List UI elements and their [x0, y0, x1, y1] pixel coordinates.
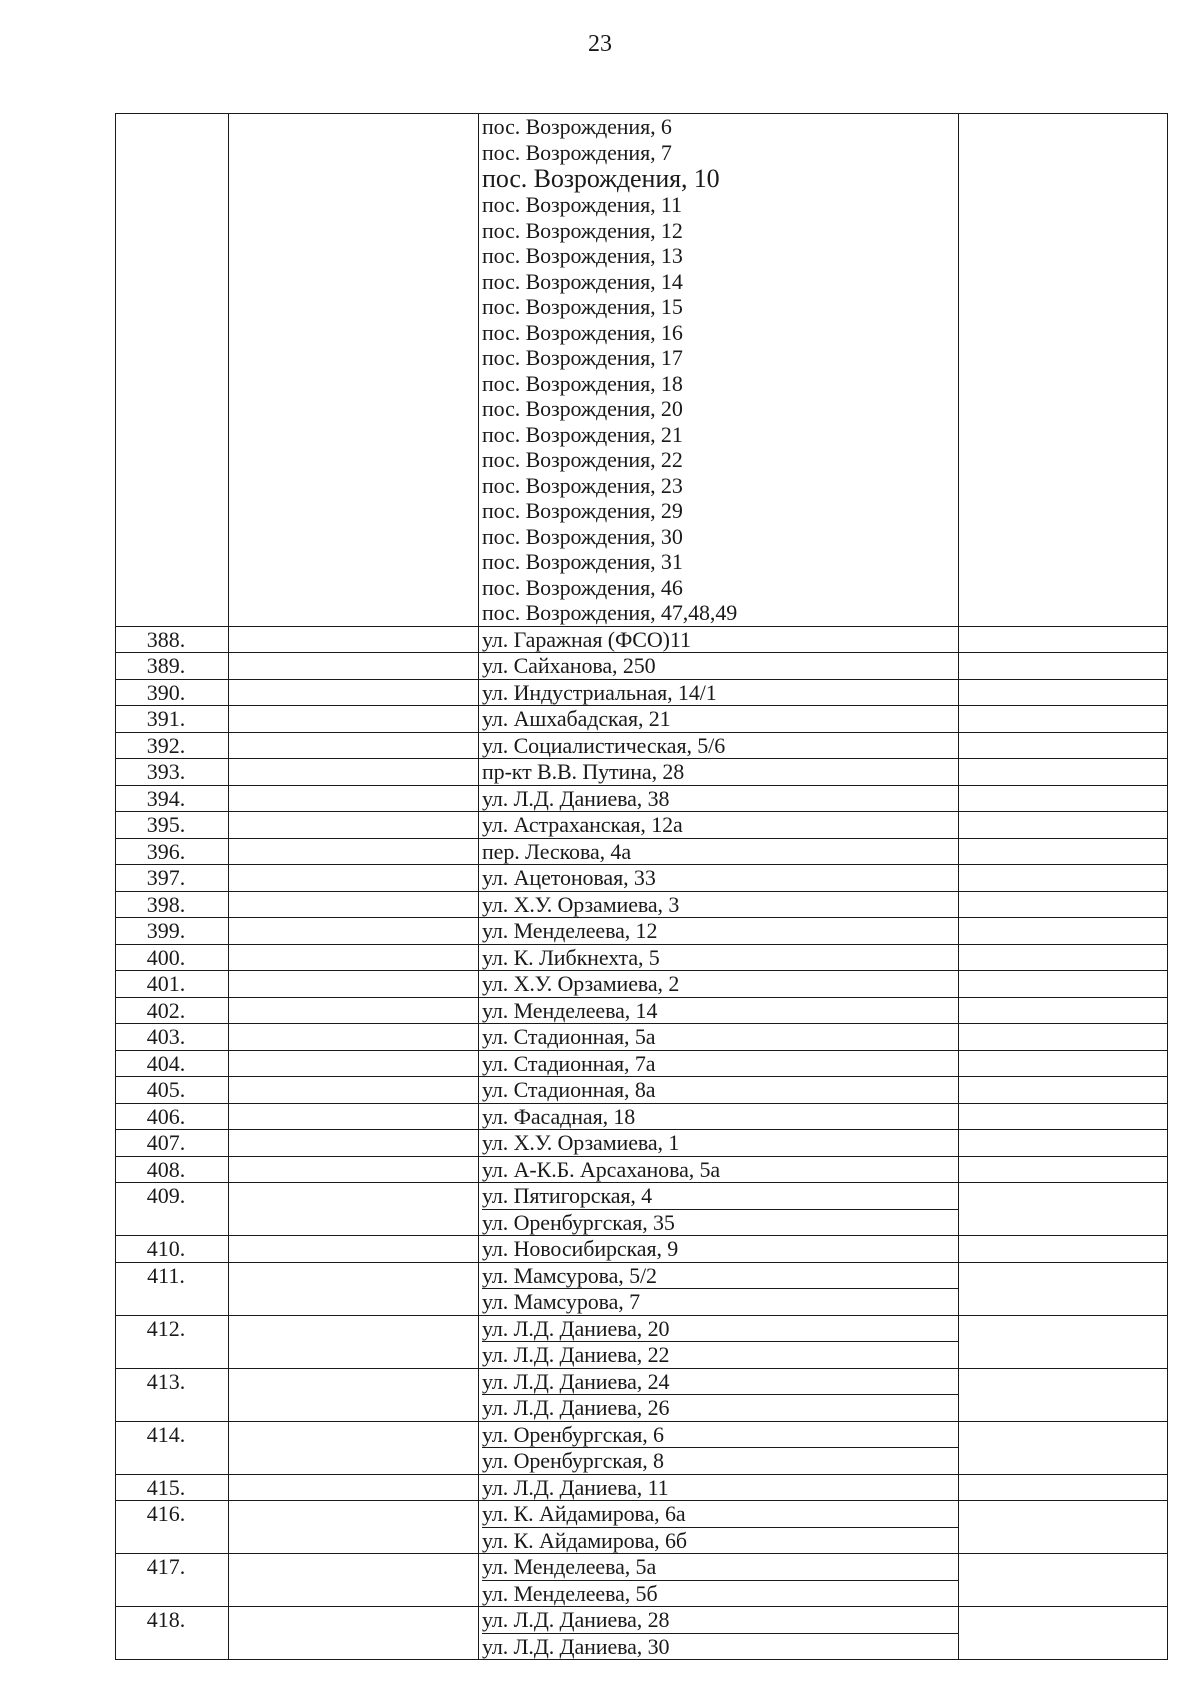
- object-name-cell: [229, 1103, 479, 1130]
- address-line: ул. Менделеева, 14: [482, 997, 658, 1023]
- table-row: [116, 1156, 1168, 1183]
- row-number: 415.: [116, 1474, 229, 1501]
- row-number: 393.: [116, 759, 229, 786]
- table-row: [116, 891, 1168, 918]
- address-line: ул. Л.Д. Даниева, 28: [482, 1607, 958, 1634]
- object-name-cell: [229, 653, 479, 680]
- row-number: 418.: [116, 1607, 229, 1660]
- row-number: 400.: [116, 944, 229, 971]
- extra-cell: [959, 626, 1168, 653]
- extra-cell: [959, 891, 1168, 918]
- address-line: ул. Л.Д. Даниева, 24: [482, 1369, 958, 1396]
- table-row: [116, 1368, 1168, 1421]
- row-number: 398.: [116, 891, 229, 918]
- row-number: 409.: [116, 1183, 229, 1236]
- object-name-cell: [229, 1024, 479, 1051]
- address-line: ул. Индустриальная, 14/1: [482, 679, 717, 705]
- extra-cell: [959, 1050, 1168, 1077]
- address-line: ул. К. Айдамирова, 6б: [482, 1527, 687, 1553]
- address-line: ул. Менделеева, 5а: [482, 1554, 958, 1581]
- address-cell: [479, 114, 959, 627]
- address-cell: [479, 838, 959, 865]
- table-row: [116, 1607, 1168, 1660]
- address-line: ул. Мамсурова, 7: [482, 1289, 640, 1314]
- table-row: [116, 1236, 1168, 1263]
- address-line: пр-кт В.В. Путина, 28: [482, 759, 685, 784]
- table-row: [116, 944, 1168, 971]
- address-line: ул. Ашхабадская, 21: [482, 706, 671, 731]
- address-cell: [479, 653, 959, 680]
- table-row: [116, 1183, 1168, 1236]
- address-line: ул. Л.Д. Даниева, 22: [482, 1342, 670, 1367]
- row-number: 396.: [116, 838, 229, 865]
- row-number: 399.: [116, 918, 229, 945]
- row-number: 402.: [116, 997, 229, 1024]
- table-row: [116, 1262, 1168, 1315]
- table-row: [116, 1103, 1168, 1130]
- extra-cell: [959, 1554, 1168, 1607]
- extra-cell: [959, 944, 1168, 971]
- address-line: ул. Фасадная, 18: [482, 1103, 636, 1129]
- address-line: ул. Л.Д. Даниева, 11: [482, 1474, 669, 1500]
- page-number: 23: [588, 31, 612, 57]
- address-cell: [479, 1421, 959, 1474]
- object-name-cell: [229, 1183, 479, 1236]
- address-cell: [479, 706, 959, 733]
- row-number: 407.: [116, 1130, 229, 1157]
- address-cell: [479, 1183, 959, 1236]
- table-row: [116, 653, 1168, 680]
- object-name-cell: [229, 891, 479, 918]
- object-name-cell: [229, 679, 479, 706]
- row-number: 417.: [116, 1554, 229, 1607]
- extra-cell: [959, 1607, 1168, 1660]
- address-line: пос. Возрождения, 15: [482, 294, 683, 319]
- table-row-continued: [116, 114, 1168, 627]
- object-name-cell: [229, 626, 479, 653]
- table-row: [116, 1421, 1168, 1474]
- extra-cell: [959, 114, 1168, 627]
- address-cell: [479, 785, 959, 812]
- address-line: ул. Стадионная, 5а: [482, 1024, 656, 1049]
- table-row: [116, 812, 1168, 839]
- address-line: ул. А-К.Б. Арсаханова, 5а: [482, 1156, 721, 1182]
- address-line: ул. Гаражная (ФСО)11: [482, 626, 691, 652]
- object-name-cell: [229, 838, 479, 865]
- object-name-cell: [229, 1421, 479, 1474]
- table-row: [116, 785, 1168, 812]
- object-name-cell: [229, 1554, 479, 1607]
- extra-cell: [959, 1421, 1168, 1474]
- row-number-cell: [116, 114, 229, 627]
- row-number: 394.: [116, 785, 229, 812]
- row-number: 401.: [116, 971, 229, 998]
- extra-cell: [959, 653, 1168, 680]
- object-name-cell: [229, 114, 479, 627]
- address-line: пос. Возрождения, 31: [482, 549, 683, 574]
- address-line: пос. Возрождения, 12: [482, 217, 683, 243]
- address-line: пос. Возрождения, 18: [482, 370, 683, 396]
- address-cell: [479, 812, 959, 839]
- object-name-cell: [229, 1474, 479, 1501]
- address-line: ул. Пятигорская, 4: [482, 1183, 958, 1210]
- object-name-cell: [229, 944, 479, 971]
- object-name-cell: [229, 971, 479, 998]
- extra-cell: [959, 679, 1168, 706]
- table-row: [116, 706, 1168, 733]
- row-number: 414.: [116, 1421, 229, 1474]
- address-cell: [479, 1554, 959, 1607]
- extra-cell: [959, 759, 1168, 786]
- address-line: пос. Возрождения, 7: [482, 139, 672, 165]
- object-name-cell: [229, 1130, 479, 1157]
- row-number: 405.: [116, 1077, 229, 1104]
- extra-cell: [959, 918, 1168, 945]
- address-line: пос. Возрождения, 10: [482, 164, 720, 193]
- extra-cell: [959, 1315, 1168, 1368]
- object-name-cell: [229, 732, 479, 759]
- row-number: 403.: [116, 1024, 229, 1051]
- object-name-cell: [229, 1077, 479, 1104]
- address-cell: [479, 1368, 959, 1421]
- extra-cell: [959, 1501, 1168, 1554]
- address-line: пос. Возрождения, 29: [482, 498, 683, 523]
- address-cell: [479, 865, 959, 892]
- address-table-body: [116, 114, 1168, 1660]
- row-number: 389.: [116, 653, 229, 680]
- row-number: 411.: [116, 1262, 229, 1315]
- address-cell: [479, 891, 959, 918]
- table-row: [116, 1130, 1168, 1157]
- address-line: пос. Возрождения, 11: [482, 192, 682, 217]
- address-line: пос. Возрождения, 21: [482, 421, 683, 447]
- address-cell: [479, 1130, 959, 1157]
- address-cell: [479, 971, 959, 998]
- address-table: [115, 113, 1168, 1660]
- address-cell: [479, 1262, 959, 1315]
- address-line: ул. Х.У. Орзамиева, 1: [482, 1130, 680, 1155]
- address-line: пос. Возрождения, 30: [482, 523, 683, 549]
- object-name-cell: [229, 1315, 479, 1368]
- row-number: 413.: [116, 1368, 229, 1421]
- object-name-cell: [229, 1607, 479, 1660]
- object-name-cell: [229, 997, 479, 1024]
- object-name-cell: [229, 759, 479, 786]
- object-name-cell: [229, 1262, 479, 1315]
- extra-cell: [959, 706, 1168, 733]
- table-row: [116, 626, 1168, 653]
- extra-cell: [959, 1024, 1168, 1051]
- table-row: [116, 971, 1168, 998]
- table-row: [116, 1474, 1168, 1501]
- extra-cell: [959, 865, 1168, 892]
- table-row: [116, 1501, 1168, 1554]
- row-number: 410.: [116, 1236, 229, 1263]
- address-line: пос. Возрождения, 23: [482, 472, 683, 498]
- table-row: [116, 759, 1168, 786]
- address-cell: [479, 759, 959, 786]
- row-number: 388.: [116, 626, 229, 653]
- extra-cell: [959, 838, 1168, 865]
- address-line: ул. Астраханская, 12а: [482, 812, 683, 837]
- object-name-cell: [229, 918, 479, 945]
- object-name-cell: [229, 865, 479, 892]
- address-line: пос. Возрождения, 16: [482, 319, 683, 345]
- address-line: ул. Новосибирская, 9: [482, 1236, 679, 1261]
- address-line: пос. Возрождения, 47,48,49: [482, 600, 738, 625]
- object-name-cell: [229, 1156, 479, 1183]
- address-line: ул. Х.У. Орзамиева, 3: [482, 891, 680, 917]
- table-row: [116, 918, 1168, 945]
- table-row: [116, 679, 1168, 706]
- address-cell: [479, 1156, 959, 1183]
- address-cell: [479, 732, 959, 759]
- table-row: [116, 1050, 1168, 1077]
- address-line: ул. Социалистическая, 5/6: [482, 732, 726, 758]
- extra-cell: [959, 1156, 1168, 1183]
- address-line: ул. Менделеева, 5б: [482, 1580, 658, 1606]
- address-cell: [479, 1474, 959, 1501]
- table-row: [116, 1024, 1168, 1051]
- address-line: ул. Оренбургская, 8: [482, 1448, 664, 1473]
- address-cell: [479, 918, 959, 945]
- table-row: [116, 865, 1168, 892]
- row-number: 391.: [116, 706, 229, 733]
- address-line: пос. Возрождения, 14: [482, 268, 683, 294]
- address-cell: [479, 679, 959, 706]
- address-line: ул. К. Либкнехта, 5: [482, 944, 660, 970]
- row-number: 412.: [116, 1315, 229, 1368]
- address-line: пос. Возрождения, 22: [482, 447, 683, 472]
- address-cell: [479, 1050, 959, 1077]
- extra-cell: [959, 1077, 1168, 1104]
- extra-cell: [959, 785, 1168, 812]
- extra-cell: [959, 1103, 1168, 1130]
- row-number: 406.: [116, 1103, 229, 1130]
- address-line: ул. Л.Д. Даниева, 30: [482, 1633, 670, 1659]
- address-line: ул. Л.Д. Даниева, 26: [482, 1395, 670, 1420]
- address-cell: [479, 626, 959, 653]
- address-line: ул. Стадионная, 7а: [482, 1050, 656, 1076]
- address-line: пер. Лескова, 4а: [482, 838, 631, 864]
- extra-cell: [959, 1262, 1168, 1315]
- address-line: ул. Л.Д. Даниева, 20: [482, 1316, 958, 1343]
- table-row: [116, 1077, 1168, 1104]
- address-line: ул. Мамсурова, 5/2: [482, 1263, 958, 1290]
- address-line: ул. Оренбургская, 6: [482, 1422, 958, 1449]
- row-number: 404.: [116, 1050, 229, 1077]
- table-row: [116, 1554, 1168, 1607]
- table-row: [116, 1315, 1168, 1368]
- address-line: ул. Менделеева, 12: [482, 918, 658, 943]
- row-number: 397.: [116, 865, 229, 892]
- address-cell: [479, 1607, 959, 1660]
- object-name-cell: [229, 1501, 479, 1554]
- address-cell: [479, 1077, 959, 1104]
- object-name-cell: [229, 706, 479, 733]
- address-line: пос. Возрождения, 17: [482, 345, 683, 370]
- address-line: пос. Возрождения, 46: [482, 574, 683, 600]
- address-line: ул. К. Айдамирова, 6а: [482, 1501, 958, 1528]
- address-line: ул. Х.У. Орзамиева, 2: [482, 971, 680, 996]
- extra-cell: [959, 1236, 1168, 1263]
- row-number: 392.: [116, 732, 229, 759]
- address-cell: [479, 1103, 959, 1130]
- extra-cell: [959, 997, 1168, 1024]
- extra-cell: [959, 1183, 1168, 1236]
- object-name-cell: [229, 812, 479, 839]
- address-cell: [479, 944, 959, 971]
- extra-cell: [959, 1474, 1168, 1501]
- extra-cell: [959, 732, 1168, 759]
- extra-cell: [959, 1130, 1168, 1157]
- table-row: [116, 732, 1168, 759]
- object-name-cell: [229, 1050, 479, 1077]
- address-line: пос. Возрождения, 20: [482, 396, 683, 421]
- row-number: 395.: [116, 812, 229, 839]
- table-row: [116, 838, 1168, 865]
- extra-cell: [959, 812, 1168, 839]
- extra-cell: [959, 971, 1168, 998]
- address-line: ул. Сайханова, 250: [482, 653, 656, 678]
- address-cell: [479, 997, 959, 1024]
- address-line: ул. Ацетоновая, 33: [482, 865, 656, 890]
- object-name-cell: [229, 1236, 479, 1263]
- row-number: 408.: [116, 1156, 229, 1183]
- object-name-cell: [229, 785, 479, 812]
- row-number: 416.: [116, 1501, 229, 1554]
- address-cell: [479, 1501, 959, 1554]
- address-line: пос. Возрождения, 6: [482, 114, 672, 139]
- address-line: пос. Возрождения, 13: [482, 243, 683, 268]
- address-cell: [479, 1024, 959, 1051]
- extra-cell: [959, 1368, 1168, 1421]
- row-number: 390.: [116, 679, 229, 706]
- address-line: ул. Л.Д. Даниева, 38: [482, 785, 670, 811]
- table-row: [116, 997, 1168, 1024]
- address-cell: [479, 1236, 959, 1263]
- address-line: ул. Оренбургская, 35: [482, 1209, 675, 1235]
- object-name-cell: [229, 1368, 479, 1421]
- address-cell: [479, 1315, 959, 1368]
- address-line: ул. Стадионная, 8а: [482, 1077, 656, 1102]
